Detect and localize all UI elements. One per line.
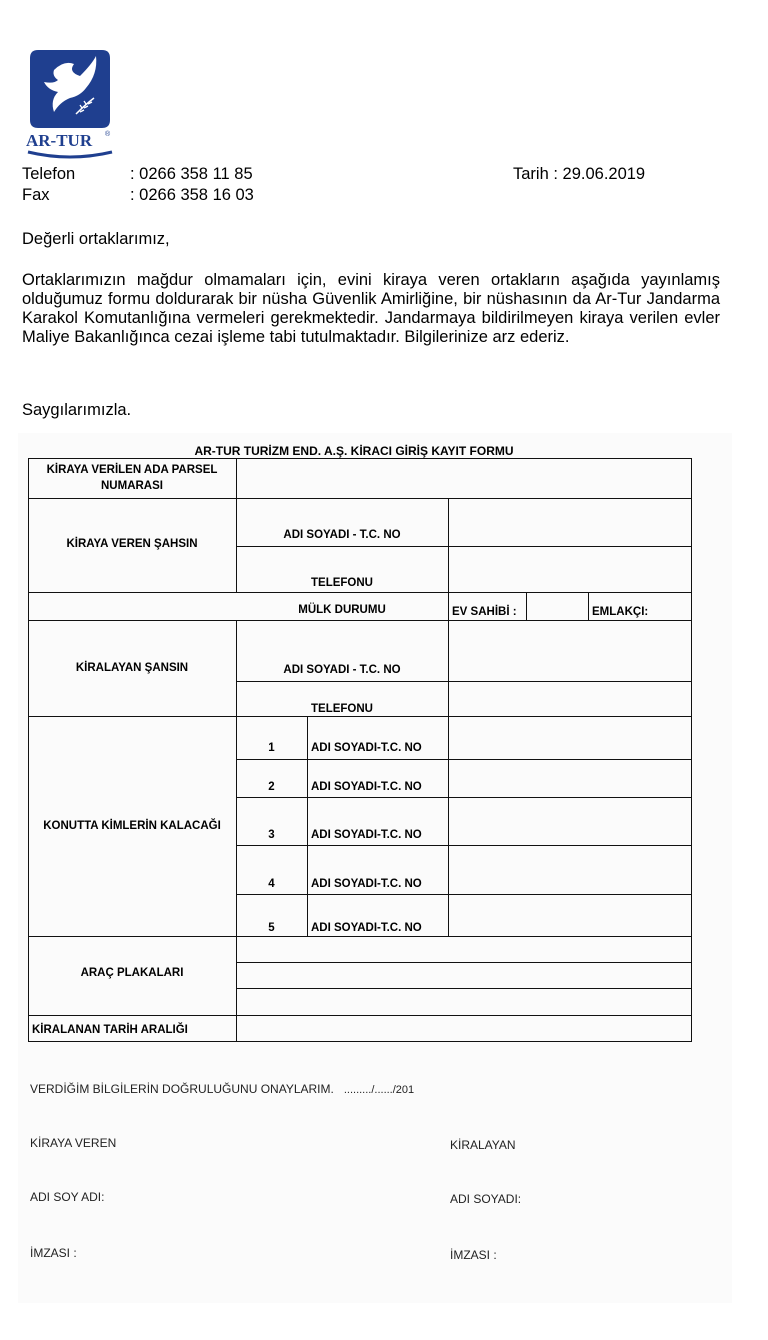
resident-no: 1 — [268, 742, 275, 754]
dates-label: KİRALANAN TARİH ARALIĞI — [32, 1024, 188, 1036]
lessor-name-field: ADI SOY ADI: — [30, 1190, 105, 1204]
tenant-caption: KİRALAYAN — [450, 1138, 516, 1152]
greeting: Değerli ortaklarımız, — [22, 230, 170, 248]
logo-text: AR-TUR — [26, 131, 93, 150]
plates-label: ARAÇ PLAKALARI — [80, 967, 184, 979]
ar-tur-logo — [24, 42, 116, 160]
confirm-text: VERDİĞİM BİLGİLERİN DOĞRULUĞUNU ONAYLARIM. ........./....../201 — [30, 1082, 415, 1096]
lessor-phone-label: TELEFONU — [311, 577, 373, 589]
tenant-label: KİRALAYAN ŞANSIN — [75, 662, 189, 674]
lessor-label: KİRAYA VEREN ŞAHSIN — [66, 538, 198, 550]
resident-no: 5 — [268, 922, 275, 934]
owner-label: EV SAHİBİ : — [452, 606, 517, 618]
date-value: : 29.06.2019 — [553, 165, 646, 183]
date-block — [513, 164, 645, 185]
resident-no: 3 — [268, 829, 275, 841]
lessor-name-id-label: ADI SOYADI - T.C. NO — [283, 529, 401, 541]
resident-label: ADI SOYADI-T.C. NO — [311, 878, 422, 890]
logo-mark: ® — [105, 131, 111, 138]
lessor-caption: KİRAYA VEREN — [30, 1136, 117, 1150]
resident-label: ADI SOYADI-T.C. NO — [311, 781, 422, 793]
tenant-name-id-label: ADI SOYADI - T.C. NO — [283, 664, 401, 676]
resident-label: ADI SOYADI-T.C. NO — [311, 742, 422, 754]
contact-block — [22, 164, 254, 206]
resident-label: ADI SOYADI-T.C. NO — [311, 829, 422, 841]
resident-no: 4 — [268, 878, 275, 890]
fax-label: Fax — [22, 186, 50, 204]
parcel-label: KİRAYA VERİLEN ADA PARSEL NUMARASI — [46, 464, 218, 492]
tenant-phone-label: TELEFONU — [311, 703, 373, 715]
lessor-sign-field: İMZASI : — [30, 1246, 77, 1260]
closing: Saygılarımızla. — [22, 401, 132, 419]
fax-value: : 0266 358 16 03 — [130, 186, 254, 204]
resident-label: ADI SOYADI-T.C. NO — [311, 922, 422, 934]
tenant-sign-field: İMZASI : — [450, 1248, 497, 1262]
form-title: AR-TUR TURİZM END. A.Ş. KİRACI GİRİŞ KAYIT FORMU — [194, 444, 514, 458]
date-blank: ........./....../201 — [343, 1084, 415, 1096]
tenant-name-field: ADI SOYADI: — [450, 1192, 522, 1206]
resident-no: 2 — [268, 781, 275, 793]
property-label: MÜLK DURUMU — [298, 604, 386, 616]
agent-label: EMLAKÇI: — [592, 606, 649, 618]
letter-body: Ortaklarımızın mağdur olmamaları için, evini kiraya veren ortakların aşağıda yayınlamış olduğumuz formu doldurarak bir nüsha Güvenlik Amirliğine, bir nüshasının da Ar-Tur Jandarma Karakol Komutanlığına vermeleri gerekmektedir. Jandarmaya bildirilmeyen kiraya verilen evler Maliye Bakanlığınca cezai işleme tabi tutulmaktadır. Bilgilerinize arz ederiz. — [22, 271, 720, 346]
phone-value: : 0266 358 11 85 — [130, 165, 253, 183]
date-label: Tarih — [513, 165, 549, 183]
residents-label: KONUTTA KİMLERİN KALACAĞI — [43, 820, 221, 832]
phone-label: Telefon — [22, 165, 76, 183]
